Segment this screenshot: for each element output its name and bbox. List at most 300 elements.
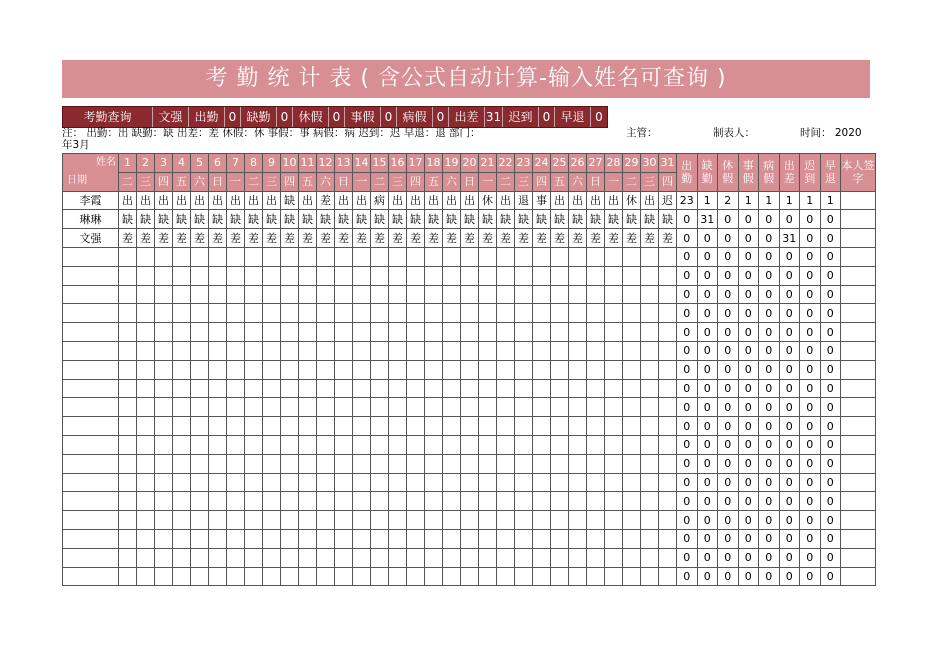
attendance-cell[interactable] <box>443 548 461 567</box>
attendance-cell[interactable] <box>317 417 335 436</box>
attendance-cell[interactable] <box>533 473 551 492</box>
attendance-cell[interactable] <box>335 567 353 586</box>
attendance-cell[interactable] <box>245 266 263 285</box>
attendance-cell[interactable] <box>209 473 227 492</box>
signature-cell[interactable] <box>841 379 876 398</box>
attendance-cell[interactable]: 缺 <box>209 210 227 229</box>
attendance-cell[interactable] <box>659 247 677 266</box>
attendance-cell[interactable] <box>425 323 443 342</box>
attendance-cell[interactable] <box>263 285 281 304</box>
attendance-cell[interactable]: 出 <box>299 191 317 210</box>
attendance-cell[interactable] <box>443 304 461 323</box>
attendance-cell[interactable] <box>551 304 569 323</box>
attendance-cell[interactable] <box>569 247 587 266</box>
attendance-cell[interactable] <box>227 398 245 417</box>
attendance-cell[interactable] <box>623 360 641 379</box>
attendance-cell[interactable] <box>389 304 407 323</box>
attendance-cell[interactable] <box>137 266 155 285</box>
attendance-cell[interactable] <box>497 492 515 511</box>
attendance-cell[interactable] <box>623 511 641 530</box>
attendance-cell[interactable] <box>389 529 407 548</box>
attendance-cell[interactable] <box>173 360 191 379</box>
attendance-cell[interactable] <box>569 323 587 342</box>
signature-cell[interactable] <box>841 548 876 567</box>
attendance-cell[interactable] <box>533 266 551 285</box>
attendance-cell[interactable] <box>659 398 677 417</box>
attendance-cell[interactable] <box>443 285 461 304</box>
signature-cell[interactable] <box>841 567 876 586</box>
attendance-cell[interactable] <box>587 548 605 567</box>
attendance-cell[interactable] <box>443 567 461 586</box>
attendance-cell[interactable] <box>281 567 299 586</box>
attendance-cell[interactable]: 缺 <box>425 210 443 229</box>
attendance-cell[interactable] <box>515 360 533 379</box>
attendance-cell[interactable] <box>587 435 605 454</box>
attendance-cell[interactable] <box>569 492 587 511</box>
attendance-cell[interactable] <box>407 398 425 417</box>
attendance-cell[interactable] <box>659 379 677 398</box>
attendance-cell[interactable] <box>371 360 389 379</box>
attendance-cell[interactable] <box>569 435 587 454</box>
attendance-cell[interactable]: 缺 <box>371 210 389 229</box>
attendance-cell[interactable] <box>281 548 299 567</box>
attendance-cell[interactable] <box>407 417 425 436</box>
attendance-cell[interactable] <box>533 548 551 567</box>
attendance-cell[interactable] <box>623 417 641 436</box>
attendance-cell[interactable] <box>353 417 371 436</box>
employee-name[interactable] <box>63 511 119 530</box>
attendance-cell[interactable]: 缺 <box>443 210 461 229</box>
attendance-cell[interactable] <box>659 360 677 379</box>
attendance-cell[interactable] <box>317 247 335 266</box>
attendance-cell[interactable] <box>659 323 677 342</box>
attendance-cell[interactable] <box>641 266 659 285</box>
attendance-cell[interactable] <box>515 304 533 323</box>
attendance-cell[interactable] <box>263 492 281 511</box>
attendance-cell[interactable] <box>173 341 191 360</box>
attendance-cell[interactable] <box>119 567 137 586</box>
attendance-cell[interactable] <box>353 511 371 530</box>
attendance-cell[interactable] <box>281 247 299 266</box>
attendance-cell[interactable] <box>155 435 173 454</box>
attendance-cell[interactable] <box>137 454 155 473</box>
attendance-cell[interactable]: 差 <box>371 229 389 248</box>
attendance-cell[interactable]: 缺 <box>497 210 515 229</box>
attendance-cell[interactable] <box>119 266 137 285</box>
attendance-cell[interactable] <box>461 304 479 323</box>
attendance-cell[interactable] <box>569 341 587 360</box>
attendance-cell[interactable] <box>641 360 659 379</box>
attendance-cell[interactable] <box>389 492 407 511</box>
signature-cell[interactable] <box>841 323 876 342</box>
attendance-cell[interactable] <box>551 398 569 417</box>
attendance-cell[interactable] <box>263 398 281 417</box>
employee-name[interactable] <box>63 360 119 379</box>
employee-name[interactable]: 李霞 <box>63 191 119 210</box>
attendance-cell[interactable] <box>245 435 263 454</box>
attendance-cell[interactable] <box>641 341 659 360</box>
attendance-cell[interactable]: 出 <box>209 191 227 210</box>
attendance-cell[interactable]: 出 <box>119 191 137 210</box>
attendance-cell[interactable] <box>245 323 263 342</box>
attendance-cell[interactable] <box>515 529 533 548</box>
attendance-cell[interactable] <box>443 266 461 285</box>
attendance-cell[interactable]: 出 <box>425 191 443 210</box>
attendance-cell[interactable] <box>173 473 191 492</box>
attendance-cell[interactable] <box>407 567 425 586</box>
attendance-cell[interactable]: 缺 <box>551 210 569 229</box>
attendance-cell[interactable] <box>137 473 155 492</box>
attendance-cell[interactable] <box>623 567 641 586</box>
attendance-cell[interactable] <box>425 360 443 379</box>
attendance-cell[interactable] <box>443 492 461 511</box>
attendance-cell[interactable] <box>533 323 551 342</box>
attendance-cell[interactable] <box>137 341 155 360</box>
attendance-cell[interactable] <box>227 492 245 511</box>
attendance-cell[interactable] <box>605 454 623 473</box>
attendance-cell[interactable] <box>371 435 389 454</box>
attendance-cell[interactable] <box>605 567 623 586</box>
attendance-cell[interactable]: 退 <box>515 191 533 210</box>
signature-cell[interactable] <box>841 191 876 210</box>
attendance-cell[interactable] <box>389 548 407 567</box>
attendance-cell[interactable] <box>551 266 569 285</box>
attendance-cell[interactable]: 差 <box>245 229 263 248</box>
attendance-cell[interactable] <box>479 435 497 454</box>
attendance-cell[interactable]: 缺 <box>281 191 299 210</box>
attendance-cell[interactable] <box>227 341 245 360</box>
attendance-cell[interactable] <box>587 567 605 586</box>
attendance-cell[interactable] <box>245 529 263 548</box>
attendance-cell[interactable] <box>227 247 245 266</box>
attendance-cell[interactable]: 差 <box>281 229 299 248</box>
attendance-cell[interactable] <box>389 511 407 530</box>
attendance-cell[interactable] <box>335 473 353 492</box>
attendance-cell[interactable] <box>371 417 389 436</box>
attendance-cell[interactable] <box>335 529 353 548</box>
attendance-cell[interactable] <box>119 341 137 360</box>
attendance-cell[interactable] <box>587 454 605 473</box>
attendance-cell[interactable] <box>299 511 317 530</box>
attendance-cell[interactable] <box>605 492 623 511</box>
attendance-cell[interactable] <box>155 492 173 511</box>
attendance-cell[interactable] <box>245 548 263 567</box>
attendance-cell[interactable] <box>641 548 659 567</box>
attendance-cell[interactable] <box>533 304 551 323</box>
attendance-cell[interactable] <box>641 454 659 473</box>
attendance-cell[interactable]: 出 <box>335 191 353 210</box>
attendance-cell[interactable] <box>353 360 371 379</box>
attendance-cell[interactable] <box>569 454 587 473</box>
attendance-cell[interactable]: 出 <box>353 191 371 210</box>
attendance-cell[interactable]: 出 <box>245 191 263 210</box>
attendance-cell[interactable]: 差 <box>137 229 155 248</box>
attendance-cell[interactable] <box>587 379 605 398</box>
attendance-cell[interactable]: 出 <box>137 191 155 210</box>
attendance-cell[interactable] <box>605 529 623 548</box>
attendance-cell[interactable] <box>353 548 371 567</box>
attendance-cell[interactable] <box>497 473 515 492</box>
attendance-cell[interactable] <box>551 285 569 304</box>
attendance-cell[interactable] <box>335 435 353 454</box>
attendance-cell[interactable] <box>263 304 281 323</box>
attendance-cell[interactable] <box>533 454 551 473</box>
attendance-cell[interactable] <box>533 417 551 436</box>
attendance-cell[interactable]: 缺 <box>137 210 155 229</box>
attendance-cell[interactable] <box>497 247 515 266</box>
attendance-cell[interactable] <box>209 511 227 530</box>
attendance-cell[interactable] <box>515 323 533 342</box>
attendance-cell[interactable] <box>623 379 641 398</box>
attendance-cell[interactable] <box>497 511 515 530</box>
attendance-cell[interactable] <box>587 529 605 548</box>
attendance-cell[interactable] <box>209 341 227 360</box>
attendance-cell[interactable] <box>533 360 551 379</box>
attendance-cell[interactable]: 差 <box>587 229 605 248</box>
attendance-cell[interactable] <box>407 454 425 473</box>
attendance-cell[interactable] <box>281 323 299 342</box>
attendance-cell[interactable] <box>173 511 191 530</box>
attendance-cell[interactable] <box>245 511 263 530</box>
attendance-cell[interactable] <box>623 285 641 304</box>
attendance-cell[interactable] <box>461 454 479 473</box>
attendance-cell[interactable]: 差 <box>155 229 173 248</box>
attendance-cell[interactable] <box>119 511 137 530</box>
attendance-cell[interactable] <box>587 341 605 360</box>
attendance-cell[interactable] <box>137 567 155 586</box>
attendance-cell[interactable]: 差 <box>335 229 353 248</box>
attendance-cell[interactable] <box>389 417 407 436</box>
attendance-cell[interactable]: 差 <box>605 229 623 248</box>
attendance-cell[interactable] <box>587 360 605 379</box>
attendance-cell[interactable]: 缺 <box>245 210 263 229</box>
attendance-cell[interactable] <box>317 304 335 323</box>
employee-name[interactable] <box>63 379 119 398</box>
attendance-cell[interactable] <box>425 529 443 548</box>
attendance-cell[interactable] <box>461 529 479 548</box>
attendance-cell[interactable] <box>281 304 299 323</box>
attendance-cell[interactable] <box>389 473 407 492</box>
attendance-cell[interactable] <box>461 473 479 492</box>
attendance-cell[interactable] <box>497 435 515 454</box>
attendance-cell[interactable] <box>479 548 497 567</box>
attendance-cell[interactable] <box>227 379 245 398</box>
attendance-cell[interactable] <box>335 304 353 323</box>
attendance-cell[interactable] <box>389 285 407 304</box>
attendance-cell[interactable] <box>551 567 569 586</box>
attendance-cell[interactable] <box>605 266 623 285</box>
attendance-cell[interactable] <box>515 417 533 436</box>
attendance-cell[interactable] <box>497 398 515 417</box>
attendance-cell[interactable] <box>389 454 407 473</box>
query-name-input[interactable]: 文强 <box>153 107 189 127</box>
attendance-cell[interactable] <box>137 548 155 567</box>
attendance-cell[interactable] <box>551 511 569 530</box>
attendance-cell[interactable] <box>461 567 479 586</box>
attendance-cell[interactable]: 缺 <box>569 210 587 229</box>
attendance-cell[interactable] <box>173 398 191 417</box>
attendance-cell[interactable] <box>659 567 677 586</box>
attendance-cell[interactable] <box>353 454 371 473</box>
attendance-cell[interactable] <box>263 548 281 567</box>
attendance-cell[interactable]: 出 <box>461 191 479 210</box>
attendance-cell[interactable] <box>371 323 389 342</box>
attendance-cell[interactable] <box>263 247 281 266</box>
attendance-cell[interactable] <box>551 379 569 398</box>
attendance-cell[interactable] <box>533 567 551 586</box>
attendance-cell[interactable] <box>551 323 569 342</box>
attendance-cell[interactable] <box>119 398 137 417</box>
attendance-cell[interactable] <box>425 266 443 285</box>
attendance-cell[interactable] <box>155 454 173 473</box>
attendance-cell[interactable] <box>227 285 245 304</box>
employee-name[interactable] <box>63 341 119 360</box>
attendance-cell[interactable] <box>479 492 497 511</box>
attendance-cell[interactable] <box>425 341 443 360</box>
attendance-cell[interactable]: 病 <box>371 191 389 210</box>
attendance-cell[interactable] <box>389 567 407 586</box>
attendance-cell[interactable] <box>587 304 605 323</box>
attendance-cell[interactable] <box>371 492 389 511</box>
attendance-cell[interactable]: 出 <box>191 191 209 210</box>
attendance-cell[interactable] <box>605 379 623 398</box>
employee-name[interactable] <box>63 529 119 548</box>
attendance-cell[interactable] <box>209 285 227 304</box>
attendance-cell[interactable] <box>461 323 479 342</box>
attendance-cell[interactable] <box>587 247 605 266</box>
attendance-cell[interactable] <box>641 492 659 511</box>
attendance-cell[interactable] <box>551 417 569 436</box>
attendance-cell[interactable] <box>407 379 425 398</box>
attendance-cell[interactable] <box>191 323 209 342</box>
attendance-cell[interactable] <box>263 417 281 436</box>
attendance-cell[interactable] <box>155 341 173 360</box>
attendance-cell[interactable] <box>425 492 443 511</box>
employee-name[interactable]: 琳琳 <box>63 210 119 229</box>
attendance-cell[interactable] <box>461 341 479 360</box>
attendance-cell[interactable]: 缺 <box>281 210 299 229</box>
attendance-cell[interactable] <box>209 304 227 323</box>
attendance-cell[interactable] <box>425 398 443 417</box>
attendance-cell[interactable] <box>155 567 173 586</box>
attendance-cell[interactable] <box>461 285 479 304</box>
attendance-cell[interactable] <box>353 435 371 454</box>
attendance-cell[interactable] <box>335 285 353 304</box>
attendance-cell[interactable] <box>497 548 515 567</box>
attendance-cell[interactable] <box>155 247 173 266</box>
signature-cell[interactable] <box>841 266 876 285</box>
attendance-cell[interactable] <box>497 567 515 586</box>
attendance-cell[interactable] <box>407 323 425 342</box>
attendance-cell[interactable] <box>605 548 623 567</box>
attendance-cell[interactable] <box>371 398 389 417</box>
attendance-cell[interactable] <box>659 417 677 436</box>
attendance-cell[interactable] <box>569 548 587 567</box>
attendance-cell[interactable] <box>569 567 587 586</box>
attendance-cell[interactable] <box>209 398 227 417</box>
employee-name[interactable] <box>63 473 119 492</box>
attendance-cell[interactable] <box>623 323 641 342</box>
attendance-cell[interactable] <box>191 285 209 304</box>
attendance-cell[interactable] <box>587 323 605 342</box>
attendance-cell[interactable] <box>317 360 335 379</box>
attendance-cell[interactable] <box>515 492 533 511</box>
attendance-cell[interactable] <box>353 398 371 417</box>
attendance-cell[interactable] <box>209 323 227 342</box>
attendance-cell[interactable] <box>443 529 461 548</box>
attendance-cell[interactable] <box>119 285 137 304</box>
attendance-cell[interactable] <box>245 247 263 266</box>
attendance-cell[interactable] <box>605 417 623 436</box>
attendance-cell[interactable] <box>425 304 443 323</box>
attendance-cell[interactable] <box>605 473 623 492</box>
attendance-cell[interactable] <box>227 548 245 567</box>
attendance-cell[interactable] <box>335 360 353 379</box>
attendance-query-bar[interactable] <box>62 106 608 128</box>
attendance-cell[interactable]: 出 <box>389 191 407 210</box>
attendance-cell[interactable]: 差 <box>461 229 479 248</box>
attendance-cell[interactable] <box>263 323 281 342</box>
attendance-cell[interactable] <box>443 379 461 398</box>
employee-name[interactable] <box>63 548 119 567</box>
attendance-cell[interactable] <box>281 398 299 417</box>
attendance-cell[interactable]: 差 <box>389 229 407 248</box>
attendance-cell[interactable] <box>281 360 299 379</box>
attendance-cell[interactable] <box>407 548 425 567</box>
attendance-cell[interactable] <box>191 304 209 323</box>
attendance-cell[interactable] <box>335 341 353 360</box>
attendance-cell[interactable] <box>371 511 389 530</box>
attendance-cell[interactable] <box>353 473 371 492</box>
attendance-cell[interactable] <box>551 435 569 454</box>
attendance-cell[interactable] <box>299 454 317 473</box>
attendance-cell[interactable] <box>191 529 209 548</box>
signature-cell[interactable] <box>841 360 876 379</box>
attendance-cell[interactable] <box>119 360 137 379</box>
attendance-cell[interactable] <box>227 529 245 548</box>
attendance-cell[interactable] <box>533 285 551 304</box>
attendance-cell[interactable] <box>659 454 677 473</box>
attendance-cell[interactable] <box>641 304 659 323</box>
attendance-cell[interactable] <box>533 435 551 454</box>
attendance-cell[interactable]: 出 <box>605 191 623 210</box>
attendance-cell[interactable] <box>209 360 227 379</box>
attendance-cell[interactable] <box>515 285 533 304</box>
attendance-cell[interactable] <box>155 548 173 567</box>
attendance-cell[interactable]: 缺 <box>587 210 605 229</box>
attendance-cell[interactable] <box>461 398 479 417</box>
attendance-cell[interactable] <box>137 285 155 304</box>
attendance-cell[interactable] <box>335 492 353 511</box>
signature-cell[interactable] <box>841 341 876 360</box>
attendance-cell[interactable] <box>299 473 317 492</box>
attendance-cell[interactable] <box>155 417 173 436</box>
attendance-cell[interactable] <box>191 398 209 417</box>
attendance-cell[interactable] <box>371 341 389 360</box>
attendance-cell[interactable] <box>317 266 335 285</box>
employee-name[interactable] <box>63 304 119 323</box>
attendance-cell[interactable] <box>227 417 245 436</box>
attendance-cell[interactable] <box>443 454 461 473</box>
attendance-cell[interactable] <box>299 548 317 567</box>
attendance-cell[interactable] <box>443 341 461 360</box>
attendance-cell[interactable] <box>317 379 335 398</box>
attendance-cell[interactable] <box>245 285 263 304</box>
attendance-cell[interactable]: 出 <box>407 191 425 210</box>
attendance-cell[interactable]: 出 <box>227 191 245 210</box>
attendance-cell[interactable] <box>605 360 623 379</box>
attendance-cell[interactable] <box>659 304 677 323</box>
